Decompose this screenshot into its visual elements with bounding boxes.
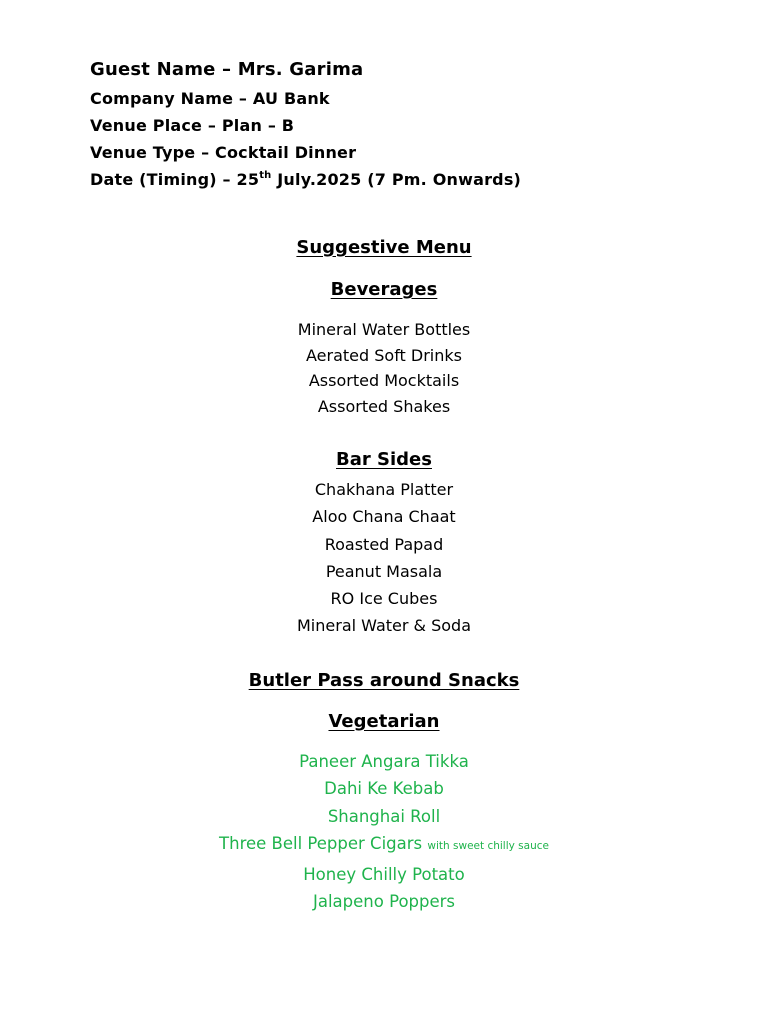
list-item: Mineral Water & Soda <box>297 616 471 636</box>
list-item: Honey Chilly Potato <box>303 864 465 884</box>
guest-name: Guest Name – Mrs. Garima <box>90 59 364 80</box>
beverages-heading: Beverages <box>330 279 438 300</box>
bar-sides-list <box>0 476 768 640</box>
vegetarian-heading: Vegetarian <box>328 711 440 732</box>
list-item: Peanut Masala <box>325 561 443 581</box>
snacks-heading: Butler Pass around Snacks <box>248 670 520 691</box>
event-details <box>90 56 521 193</box>
event-date-ordinal: th <box>259 170 272 181</box>
event-date <box>90 166 521 193</box>
event-date-prefix: Date (Timing) – 25 <box>90 170 260 189</box>
list-item: Aerated Soft Drinks <box>306 345 462 365</box>
event-date-suffix: July.2025 (7 Pm. Onwards) <box>271 170 522 189</box>
venue-type: Venue Type – Cocktail Dinner <box>90 143 357 162</box>
company-name: Company Name – AU Bank <box>90 89 330 108</box>
list-item: Roasted Papad <box>324 534 444 554</box>
menu-title: Suggestive Menu <box>296 237 472 258</box>
list-item-note: with sweet chilly sauce <box>427 840 549 853</box>
list-item: Assorted Mocktails <box>308 371 460 390</box>
list-item: Chakhana Platter <box>314 480 454 499</box>
list-item: Aloo Chana Chaat <box>312 507 456 527</box>
list-item: Dahi Ke Kebab <box>324 779 444 799</box>
beverages-list <box>0 317 768 419</box>
list-item <box>0 830 768 860</box>
list-item: Assorted Shakes <box>317 396 451 416</box>
list-item: Shanghai Roll <box>327 806 441 826</box>
bar-sides-heading: Bar Sides <box>336 449 432 470</box>
venue-place: Venue Place – Plan – B <box>90 116 295 135</box>
vegetarian-list <box>0 748 768 915</box>
list-item-label: Three Bell Pepper Cigars <box>219 834 423 854</box>
list-item: Mineral Water Bottles <box>297 320 471 339</box>
list-item: RO Ice Cubes <box>330 589 438 609</box>
list-item: Jalapeno Poppers <box>312 892 456 912</box>
list-item: Paneer Angara Tikka <box>299 752 469 771</box>
